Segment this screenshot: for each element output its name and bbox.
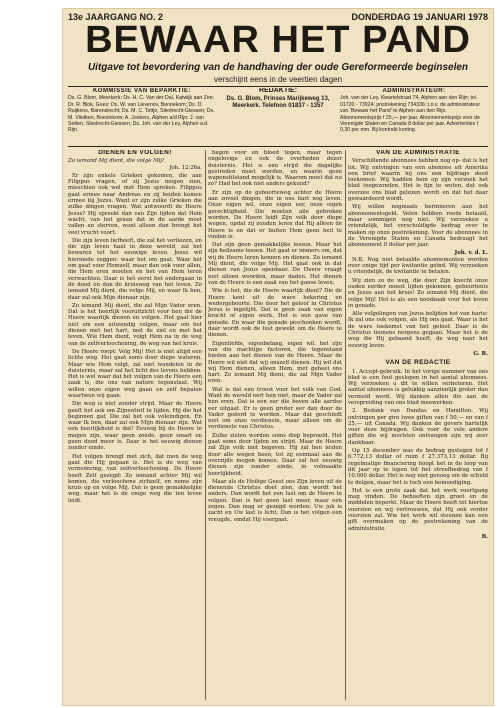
paragraph: Zulke zielen worden soms diep beproefd. Het gaat soms door lijden en strijd. Maar de Heere zal Zijn volk niet begeven. Hij zal hen leiden door alle wegen heen, tot zij eenmaal aan de overzijde mogen komen. Daar zal het eeuwig dienen zijn zonder einde, in volmaakte heerlijkheid.	[208, 432, 342, 477]
signature: Joh. v. d. L.	[454, 250, 488, 257]
paragraph: 2. Bedank van Dundas en Hamilton. Wij ontvingen per giro twee giften van f 50,— en van f 25,— uit Canada. Wij danken de gevers hartelijk voor deze bijdragen. Ook voor de vele andere giften die wij mochten ontvangen zijn wij zeer dankbaar.	[348, 408, 488, 446]
paragraph: Eigenliefde, eigenbelang, eigen wil, het zijn van die machtige factoren, die tegenstand bieden aan het dienen van de Heere. Maar de Heere wil niet dat wij onszelf dienen. Hij wil dat wij Hem dienen, alleen Hem, met geheel ons hart. Zo iemand Mij dient, die zal Mijn Vader eren.	[208, 340, 342, 385]
paragraph: Wie is het, die de Heere waarlijk dient? Die de Heere kent uit de ware bekering en wedergeboorte. Die door het geloof in Christus Jezus is ingelijfd. Dat is geen zaak van eigen kracht of eigen werk. Het is een gave van genade. En waar die genade geschonken wordt, daar wordt ook de lust gewekt om de Heere te dienen.	[208, 288, 342, 339]
committee-text: Ds. G. Blom, Meerkerk; Ds. H. C. Van der Dal, Katwijk aan Zee; Dr. R. Blok, Goes; Ds. W. van Lievenov, Bennekom; Ds. D. Ruijkens, Barendrecht; Ds. M. C. Tettje, Sliedrecht-Giessen; Ds. M. Vlietken, Boezinkom; A. Jonkers, Alphen a/d Rijn; J. van Setten, Sliedrecht-Giessen; Ds. Joh. van der Ley, Alphen a.d. Rijn.	[68, 95, 215, 134]
administration-heading: VAN DE ADMINISTRATIE	[375, 150, 461, 156]
redactie-heading: REDAKTIE:	[258, 88, 298, 94]
committee-box	[68, 88, 216, 143]
epigraph-text: Zo iemand Mij dient, die volge Mij!	[68, 158, 165, 165]
paragraph: Het volgen brengt met zich, dat men de weg gaat die Hij gegaan is. Het is de weg van vernedering, van zelfverloochening. De Heere heeft Zelf gezegd: Zo iemand achter Mij wil komen, die verloochene zichzelf, en neme zijn kruis op en volge Mij. Dat is geen gemakkelijke weg, maar het is de enige weg die ten leven leidt.	[68, 453, 202, 504]
article-heading: DIENEN EN VOLGEN!	[98, 150, 172, 156]
signature: B.	[481, 533, 488, 540]
issue-date: DONDERDAG 19 JANUARI 1978	[351, 12, 488, 22]
newspaper-subtitle: Uitgave tot bevordering van de handhaving der oude Gereformeerde beginselen	[87, 62, 469, 73]
paragraph: Wij willen nogmaals herinneren aan het abonnementsgeld. Velen hebben reeds betaald, maar sommigen nog niet. Wij verzoeken u vriendelijk, het verschuldigde bedrag over te maken op onze postrekening. Voor de abonnees in de Verenigde Staten en Canada bedraagt het abonnement 8 dollar per jaar.	[348, 204, 488, 249]
redactie-box	[220, 88, 336, 143]
boxes-divider	[68, 146, 488, 147]
volume-number: 13e JAARGANG NO. 2	[68, 12, 164, 22]
paragraph: 1. Accept-gebruik. In het vorige nummer van ons blad is een fout geslopen in het aantal abonnees. Wij verzoeken u dit te willen verbeteren. Het aantal abonnees is gelukkig aanzienlijk groter dan vermeld werd. Wij danken allen die aan de verspreiding van ons blad meewerken.	[348, 368, 488, 406]
paragraph: Maar als de Heilige Geest ons Zijn leven uit de dienende Christus doet zien, dan wordt het anders. Dan wordt het een lust om de Heere te volgen. Dan is het geen last meer, maar een zegen. Dan mag er gezegd worden: Uw juk is zacht en Uw last is licht. Dan is het volgen een vreugde, omdat Hij voorgaat.	[208, 478, 342, 523]
paragraph: Er zijn op de geboorteweg achter de Heere aan zoveel dingen, die in ons hart nog leven. Onze eigen wil, onze eigen eer, onze eigen gerechtigheid. Die moeten alle gebroken worden. De Heere leidt Zijn volk door diepe wegen, opdat zij zouden leren dat Hij alleen de Heere is en dat er buiten Hem geen heil te vinden is.	[208, 189, 342, 240]
column-3	[348, 150, 488, 700]
paragraph: Op 15 december was de bedrag gestegen tot f 6.772,13 dollar of ruim f 27.373,13 dollar. Bij regelmatige financiering hoopt het in de loop van dit jaar op te lopen tot het streefbedrag van f 10.000 dollar. Het is nog niet genoeg om de schuld te delgen, maar het is toch een bemoediging.	[348, 448, 488, 486]
paragraph: Zo iemand Mij dient, die zal Mijn Vader eren. Dat is het heerlijk vooruitzicht voor hen die de Heere waarlijk dienen en volgen. Het gaat hier niet om een uitwendig volgen, maar om het dienen met het hart, met de ziel en met het leven. Wie Hem dient, volgt Hem na in de weg van de zelfverloochening, de weg van het kruis.	[68, 302, 202, 347]
redactie-phone: Meerkerk. Telefoon 01837 - 1357	[232, 103, 324, 110]
administrator-text: Joh. van der Ley, Kwartelstraat 74, Alphen aan den Rijn; tel. 01720 - 73924; postrekening 734336; t.n.v. de administrateur van ‘Bewaar het Pand’ te Alphen aan den Rijn. Abonnementsprijs f 25,— per jaar. Abonnementsprijs voor de Verenigde Staten en Canada 8 dollar per jaar. Advertenties f 0,30 per mm. Bij kontrakt korting.	[340, 95, 481, 134]
paragraph: Wij zien zo de weg, die door Zijn knecht onze ouden eerder moest lijden gekomen, gebeurtenis en Jezus aan het kruis! Zo iemand Mij dient, die volge Mij! Het is als een noodzaak voor het leven in genade.	[348, 277, 488, 309]
paragraph: Die weg is niet zonder strijd. Maar de Heere geeft het ook om Zijnentwil te lijden. Hij die het beginnen gaf, Die zal het ook voleindigen. En waar Ik ben, daar zal ook Mijn dienaar zijn. Wat een heerlijkheid is dat! Eeuwig bij de Heere te mogen zijn, waar geen zonde, geen smart en geen dood meer is. Daar is het eeuwig dienen zonder einde.	[68, 401, 202, 452]
paragraph: Die zijn leven liefheeft, die zal het verliezen, en die zijn leven haat in deze wereld, zal het bewaren tot het eeuwige leven. Jezus wil hiermede zeggen: waar het om gaat. Waar het om gaat voor Hemzelf, maar dan ook voor allen, die Hem eren moeten en het van Hem leren verwachten. Daar is het eerst het ondergaan in de dood en dan de kruisweg van het leven. Zo iemand Mij dient, die volge Mij, en waar Ik ben, daar zal ook Mijn dienaar zijn.	[68, 237, 202, 301]
paragraph: begon voor en bloed tegen, maar tegen ongelovige en ook de overheden dezer duisternis. Het is een strijd die dagelijks gestreden moet worden, en waarin geen wapenstilstand mogelijk is. Waarom moet dat nu zo? Had het ook niet anders gekund?	[208, 150, 342, 188]
newspaper-page	[62, 8, 494, 706]
publication-frequency: verschijnt eens in de veertien dagen	[213, 75, 343, 84]
article-columns	[68, 150, 488, 700]
redaction-heading: VAN DE REDACTIE	[385, 359, 451, 367]
column-2	[208, 150, 342, 700]
administrator-heading: ADMINISTRATEUR:	[382, 88, 446, 94]
paragraph: N.B. Nog niet betaalde abonnementen worden over enige tijd per kwitantie geïnd. Wij verzoeken u vriendelijk, de kwitantie te betalen.	[348, 256, 488, 276]
paragraph: Dat zijn geen gemakkelijke lessen. Maar het zijn heilzame lessen. Het gaat er immers om, dat wij de Heere leren kennen en dienen. Zo iemand Mij dient, die volge Mij. Het gaat ook in dat dienen van Jezus openbaar. De Heere vraagt niet alleen woorden, maar daden. Het dienen van de Heere is een zaak van het ganse leven.	[208, 242, 342, 286]
paragraph: Verschillende abonnees hebben nog op- dat is het lot. Wij ontvingen van een abonnee uit Amerika een brief waarin hij ons een bijdrage deed toekomen. Wij hadden hem op zijn verzoek het blad toegezonden. Het is fijn te weten, dat ook overzee ons blad gelezen wordt en dat het daar gewaardeerd wordt.	[348, 158, 488, 203]
administrator-box	[340, 88, 488, 143]
paragraph: Wat is dat een troost voor het volk van God. Want de wereld eert hen niet, maar de Vader zal hen eren. Dat is een eer die boven alle aardse eer uitgaat. Er is geen groter eer dan door de Vader geëerd te worden. Maar dat geschiedt niet om onze verdienste, maar alleen om de verdienste van Christus.	[208, 386, 342, 431]
info-boxes	[68, 88, 488, 143]
paragraph: Het is een grote zaak dat het werk voortgang mag vinden. De behoeften zijn groot en de middelen beperkt. Maar de Heere heeft tot hiertoe voorzien en wij vertrouwen, dat Hij ook verder voorzien zal. Wie het werk wil steunen kan een gift overmaken op de postrekening van de administratie.	[348, 487, 488, 532]
paragraph: Alle volgelingen van Jezus belijden het van harte: Ik zal ons ook volgen, als Hij ons gaat. Waar is het de ware toekomst van het geloof. Daar is de Christus tiemens nergens gegaan. Maar het is de weg die Hij gebaand heeft, de weg naar het eeuwig leven.	[348, 311, 488, 349]
epigraph-reference: Joh. 12:26a.	[169, 164, 202, 171]
masthead-divider	[68, 86, 488, 87]
column-1	[68, 150, 202, 700]
paragraph: De Heere roept: Volg Mij! Het is niet altijd een lichte weg. Het gaat soms door diepe wateren. Maar wie Hem volgt, zal niet wandelen in de duisternis, maar zal het licht des levens hebben. Het is wel waar dat het volgen van de Heere een zaak is, die ons van nature tegenstaat. Wij willen onze eigen weg gaan en zelf bepalen waarheen wij gaan.	[68, 348, 202, 399]
epigraph	[68, 158, 202, 171]
paragraph: Er zijn enkele Grieken gekomen, die aan Filippus vragen, of zij Jezus mogen zien, misschien ook wel met Hem spreken. Filippus gaat ermee naar Andreas en zij beiden komen ermee bij Jezus. Want er zijn zulke Grieken die zulke dingen vragen. Wat antwoordt de Heere Jezus? Hij spreekt dan van Zijn lijden dat Hem wacht, van het graan dat in de aarde moet vallen en sterven, want alleen dan brengt het veel vrucht voort.	[68, 172, 202, 236]
redactie-address: Ds. G. Blom, Prinses Marijkeweg 13,	[226, 96, 330, 103]
newspaper-title: BEWAAR HET PAND	[85, 19, 471, 61]
committee-heading: KOMMISSIE VAN BEPARKTIE:	[92, 88, 192, 94]
signature: G. B.	[473, 350, 488, 357]
